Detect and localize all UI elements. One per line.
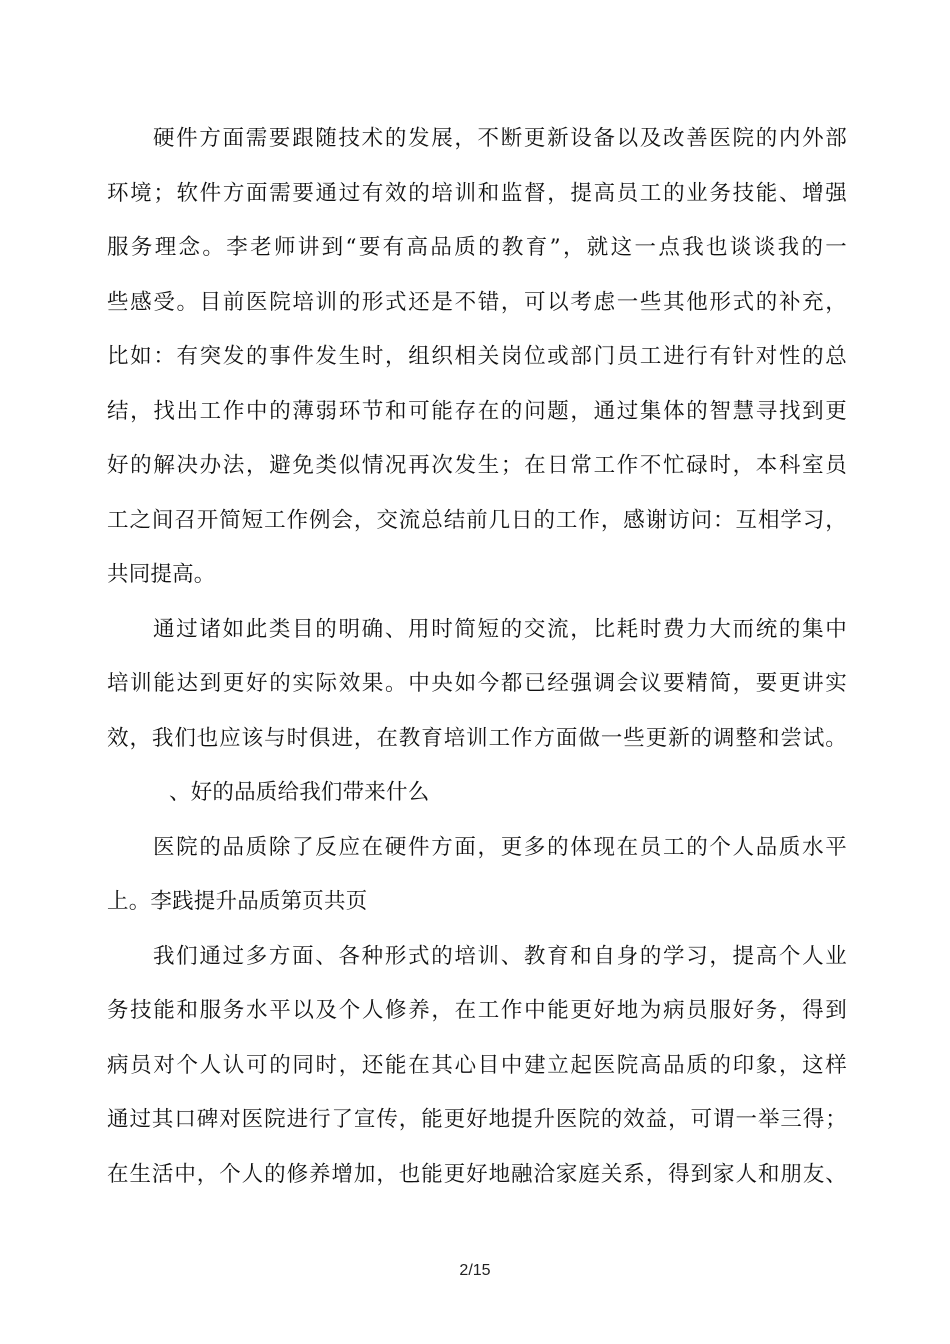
page-number: 2/15 xyxy=(459,1262,491,1279)
text-line: 硬件方面需要跟随技术的发展，不断更新设备以及改善医院的内外部 xyxy=(153,126,847,151)
text-line: 效，我们也应该与时俱进，在教育培训工作方面做一些更新的调整和尝试。 xyxy=(107,725,847,751)
text-line: 医院的品质除了反应在硬件方面，更多的体现在员工的个人品质水平 xyxy=(153,834,847,860)
text-line: 好的解决办法，避免类似情况再次发生；在日常工作不忙碌时，本科室员 xyxy=(107,453,847,478)
text-line: 通过诸如此类目的明确、用时简短的交流，比耗时费力大而统的集中 xyxy=(153,616,847,642)
text-line: 结，找出工作中的薄弱环节和可能存在的问题，通过集体的智慧寻找到更 xyxy=(107,398,847,424)
text-line: 些感受。目前医院培训的形式还是不错，可以考虑一些其他形式的补充， xyxy=(107,289,847,315)
paragraph-3 xyxy=(107,821,847,930)
paragraph-4 xyxy=(107,930,847,1203)
section-heading: 、好的品质给我们带来什么 xyxy=(169,780,430,805)
text-line: 通过其口碑对医院进行了宣传，能更好地提升医院的效益，可谓一举三得； xyxy=(107,1107,847,1132)
text-line: 工之间召开简短工作例会，交流总结前几日的工作，感谢访问：互相学习， xyxy=(107,507,847,533)
text-line: 培训能达到更好的实际效果。中央如今都已经强调会议要精简，要更讲实 xyxy=(107,671,847,696)
text-line: 共同提高。 xyxy=(107,562,216,587)
text-line: 我们通过多方面、各种形式的培训、教育和自身的学习，提高个人业 xyxy=(153,943,847,969)
document-body xyxy=(107,112,847,1202)
text-line: 服务理念。李老师讲到“要有高品质的教育”，就这一点我也谈谈我的一 xyxy=(107,235,847,260)
text-line: 在生活中，个人的修养增加，也能更好地融洽家庭关系，得到家人和朋友、 xyxy=(107,1161,847,1187)
text-line: 环境；软件方面需要通过有效的培训和监督，提高员工的业务技能、增强 xyxy=(107,180,847,206)
text-line: 比如：有突发的事件发生时，组织相关岗位或部门员工进行有针对性的总 xyxy=(107,344,847,369)
paragraph-1 xyxy=(107,112,847,603)
text-line: 病员对个人认可的同时，还能在其心目中建立起医院高品质的印象，这样 xyxy=(107,1052,847,1078)
text-line: 上。李践提升品质第页共页 xyxy=(107,889,368,914)
paragraph-2 xyxy=(107,603,847,767)
text-line: 务技能和服务水平以及个人修养，在工作中能更好地为病员服好务，得到 xyxy=(107,998,847,1023)
